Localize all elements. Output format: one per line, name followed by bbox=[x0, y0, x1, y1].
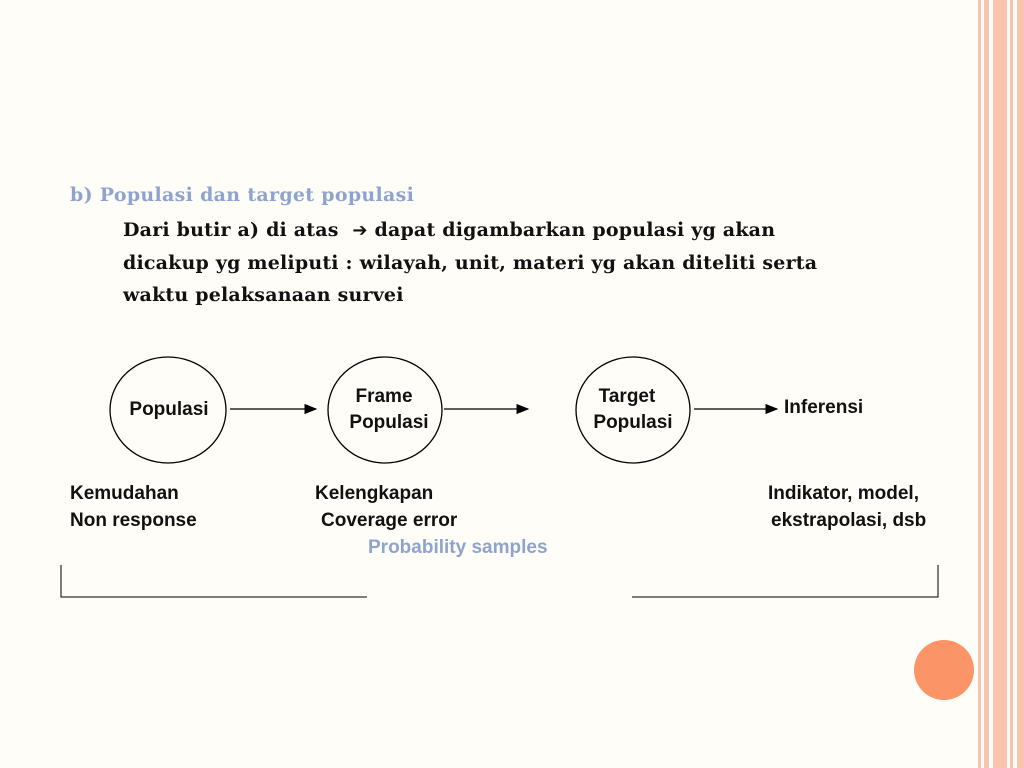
section-heading: b) Populasi dan target populasi bbox=[70, 184, 415, 206]
note-col3-line2: ekstrapolasi, dsb bbox=[771, 510, 927, 531]
probability-samples-label: Probability samples bbox=[368, 537, 548, 558]
node-target-line2: Populasi bbox=[593, 412, 673, 433]
paragraph-line-3: waktu pelaksanaan survei bbox=[123, 284, 404, 306]
node-frame-line1: Frame bbox=[355, 386, 413, 407]
inferensi-label: Inferensi bbox=[784, 397, 864, 418]
node-frame-line2: Populasi bbox=[349, 412, 429, 433]
note-col2-line2: Coverage error bbox=[321, 510, 458, 531]
bracket-right bbox=[632, 565, 938, 597]
note-col1-line1: Kemudahan bbox=[70, 483, 179, 504]
node-populasi-line1: Populasi bbox=[129, 399, 209, 420]
note-col3-line1: Indikator, model, bbox=[768, 483, 919, 504]
paragraph-line-2: dicakup yg meliputi : wilayah, unit, materi yg akan diteliti serta bbox=[123, 252, 818, 274]
bracket-left bbox=[61, 565, 367, 597]
node-frame-label bbox=[330, 384, 442, 436]
paragraph-text-1b: dapat digambarkan populasi yg akan bbox=[374, 219, 776, 241]
paragraph-text-1a: Dari butir a) di atas bbox=[123, 219, 339, 241]
decor-orange-circle bbox=[914, 640, 974, 700]
note-col2-line1: Kelengkapan bbox=[315, 483, 434, 504]
right-arrow-icon: ➔ bbox=[352, 220, 368, 241]
node-populasi-label bbox=[113, 397, 225, 423]
node-target-line1: Target bbox=[598, 386, 656, 407]
note-col1-line2: Non response bbox=[70, 510, 197, 531]
node-target-label bbox=[576, 384, 688, 436]
